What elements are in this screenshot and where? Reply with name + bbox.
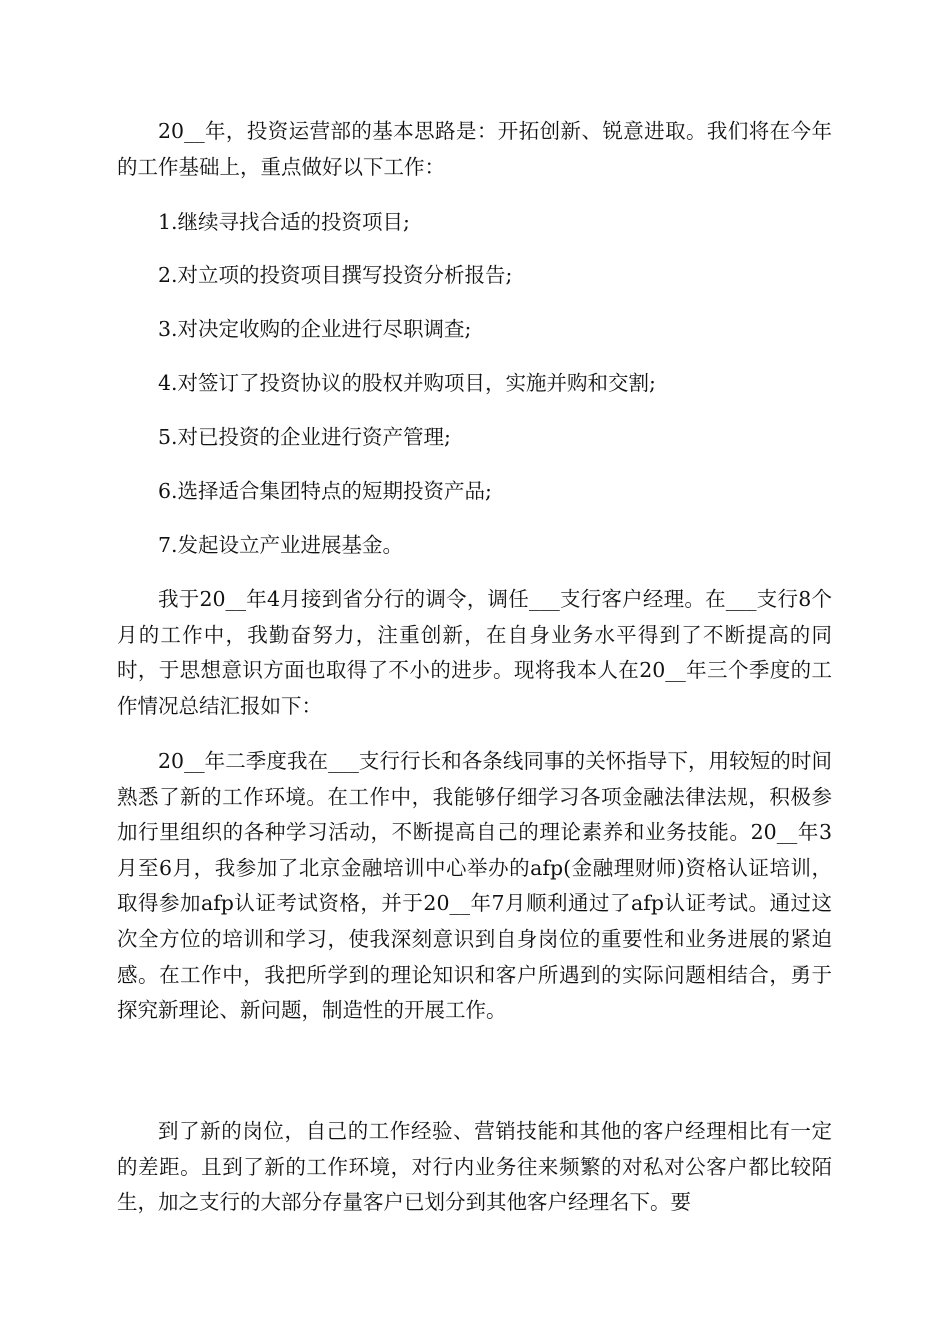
intro-paragraph: 20__年，投资运营部的基本思路是：开拓创新、锐意进取。我们将在今年的工作基础上，重点做好以下工作： [117,119,832,179]
list-item-3: 3.对决定收购的企业进行尽职调查; [158,317,472,341]
list-item-4: 4.对签订了投资协议的股权并购项目，实施并购和交割; [158,371,656,395]
list-item-6: 6.选择适合集团特点的短期投资产品; [158,479,492,503]
list-item-5: 5.对已投资的企业进行资产管理; [158,425,451,449]
paragraph-transfer: 我于20__年4月接到省分行的调令，调任___支行客户经理。在___支行8个月的工作中，我勤奋努力，注重创新，在自身业务水平得到了不断提高的同时，于思想意识方面也取得了不小的进步。现将我本人在20__年三个季度的工作情况总结汇报如下： [117,587,832,718]
list-item-7: 7.发起设立产业进展基金。 [158,533,404,557]
paragraph-q2-work: 20__年二季度我在___支行行长和各条线同事的关怀指导下，用较短的时间熟悉了新的工作环境。在工作中，我能够仔细学习各项金融法律法规，积极参加行里组织的各种学习活动，不断提高自己的理论素养和业务技能。20__年3月至6月，我参加了北京金融培训中心举办的afp(金融理财师)资格认证培训，取得参加afp认证考试资格，并于20__年7月顺利通过了afp认证考试。通过这次全方位的培训和学习，使我深刻意识到自身岗位的重要性和业务进展的紧迫感。在工作中，我把所学到的理论知识和客户所遇到的实际问题相结合，勇于探究新理论、新问题，制造性的开展工作。 [117,749,832,1023]
list-item-2: 2.对立项的投资项目撰写投资分析报告; [158,263,513,287]
list-item-1: 1.继续寻找合适的投资项目; [158,210,410,234]
paragraph-new-position: 到了新的岗位，自己的工作经验、营销技能和其他的客户经理相比有一定的差距。且到了新的工作环境，对行内业务往来频繁的对私对公客户都比较陌生，加之支行的大部分存量客户已划分到其他客户经理名下。要 [117,1119,832,1215]
